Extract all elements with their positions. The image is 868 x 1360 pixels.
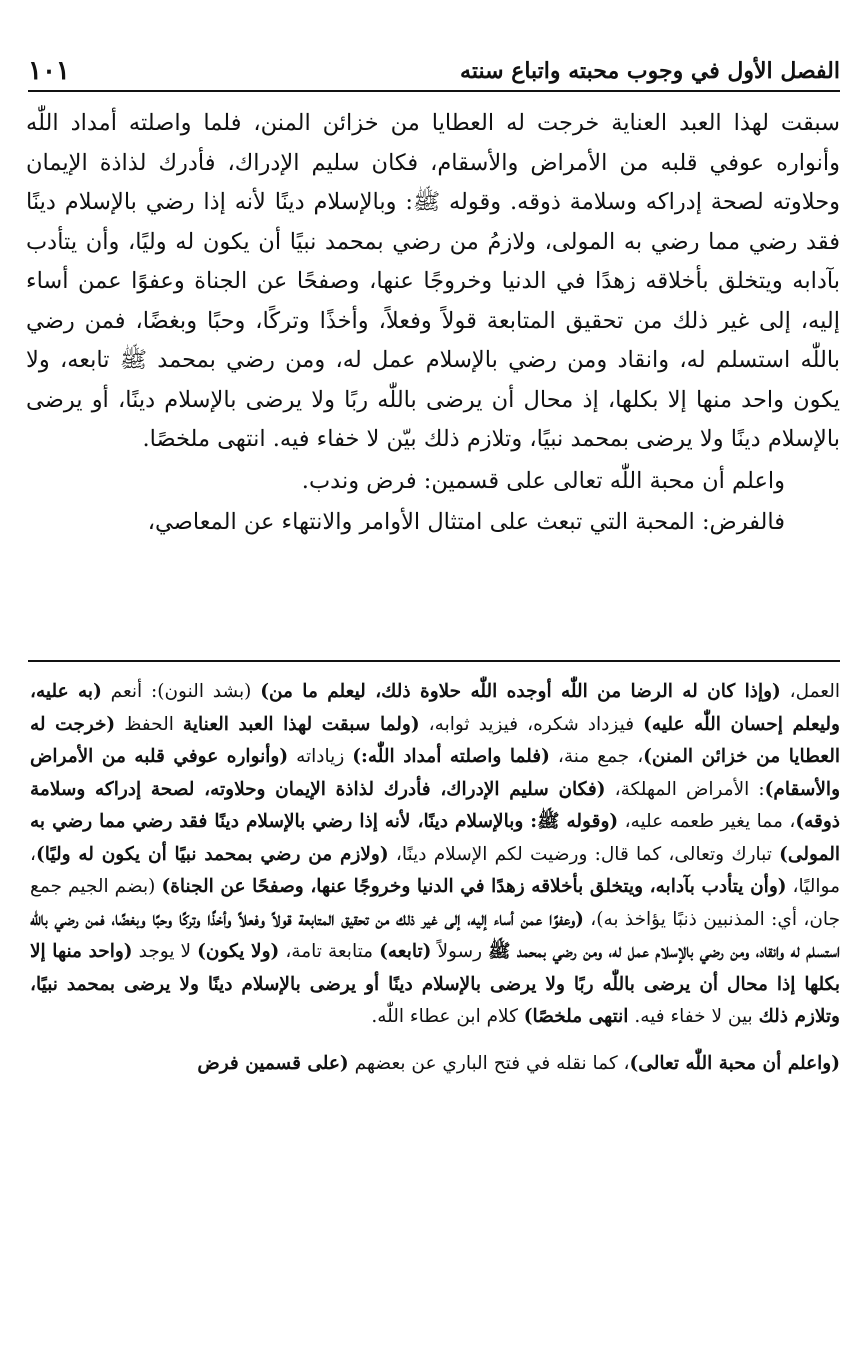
commentary-plain: (بشد النون): أنعم [101,681,261,702]
commentary-plain: كلام ابن عطاء اللّٰه. [371,1006,524,1027]
commentary-quote: (وعفوًا عمن أساء إليه، إلى غير ذلك من تحقيق المتابعة قولاً وفعلاً وأخذًا وتركًا وحبًا وبغضًا، فمن رضي باللّٰه استسلم له وانقاد، ومن رضي بالإسلام عمل له، ومن رضي بمحمد ﷺ [30,908,840,962]
commentary-paragraph [30,1048,840,1081]
commentary-quote: (تابعه) [379,941,432,962]
commentary-plain: الحفظ [115,713,183,735]
commentary-quote: (خرجت له العطايا من خزائن المنن) [30,713,840,767]
commentary-quote: (واعلم أن محبة اللّٰه تعالى) [629,1052,840,1074]
commentary-plain: زياداته [288,746,353,767]
main-paragraph: واعلم أن محبة اللّٰه تعالى على قسمين: فرض وندب. [301,467,785,494]
commentary-plain: رسولاً [431,941,489,962]
commentary-quote: (ولازم من رضي بمحمد نبيًا أن يكون له وليًا) [35,843,389,865]
main-text [26,104,840,543]
commentary-quote: (وأنواره عوفي قلبه من الأمراض والأسقام) [30,746,840,800]
commentary-paragraph [30,676,840,1034]
commentary-plain: العمل، [780,681,840,702]
commentary-quote: (ولا يكون) [197,941,280,962]
commentary-plain: تبارك وتعالى، كما قال: ورضيت لكم الإسلام دينًا، [388,843,780,865]
commentary-quote: (واحد منها إلا بكلها إذا محال أن يرضى باللّٰه ربًا ولا يرضى بالإسلام دينًا أو يرضى بالإسلام دينًا ولا يرضى بمحمد نبيًا، وتلازم ذلك [30,941,840,1027]
page-number: ١٠١ [28,56,70,86]
commentary-plain: بين لا خفاء فيه. [628,1006,759,1027]
commentary-plain: متابعة تامة، [279,941,380,962]
commentary-text [30,676,840,1080]
commentary-plain: (بضم الجيم جمع جان، أي: المذنبين ذنبًا يؤاخذ به)، [30,876,841,930]
commentary-quote: (وإذا كان له الرضا من اللّٰه أوجده اللّٰه حلاوة ذلك، ليعلم ما من) [260,681,781,702]
commentary-plain: ، جمع منة، [549,746,644,767]
commentary-plain: : الأمراض المهلكة، [605,778,765,800]
commentary-plain: فيزداد شكره، فيزيد ثوابه، [419,713,644,735]
commentary-plain: ، مما يغير طعمه عليه، [618,811,796,832]
commentary-quote: (على قسمين فرض [197,1052,349,1074]
commentary-quote: انتهى ملخصًا) [523,1006,629,1027]
main-paragraph: سبقت لهذا العبد العناية خرجت له العطايا من خزائن المنن، فلما واصلته أمداد اللّٰه وأنواره عوفي قلبه من الأمراض والأسقام، فكان سليم الإدراك، فأدرك لذاذة الإيمان وحلاوته لصحة إدراكه وسلامة ذوقه. وقوله ﷺ: وبالإسلام دينًا لأنه إذا رضي بالإسلام دينًا فقد رضي مما رضي به المولى، ولازمُ من رضي بمحمد نبيًا أن يكون له وليًا، وأن يتأدب بآدابه ويتخلق بأخلاقه زهدًا في الدنيا وخروجًا عنها، وصفحًا عن الجناة وعفوًا عمن أساء إليه، إلى غير ذلك من تحقيق المتابعة قولاً وفعلاً، وأخذًا وتركًا، وحبًا وبغضًا، فمن رضي باللّٰه استسلم له، وانقاد ومن رضي بالإسلام عمل له، ومن رضي بمحمد ﷺ تابعه، ولا يكون واحد منها إلا بكلها، إذ محال أن يرضى باللّٰه ربًا ولا يرضى بالإسلام دينًا، أو يرضى بالإسلام دينًا ولا يرضى بمحمد نبيًا، وتلازم ذلك بيّن لا خفاء فيه. انتهى ملخصًا. [26,110,840,452]
commentary-quote: (ولما سبقت لهذا العبد العناية [182,713,420,735]
commentary-quote: (فكان سليم الإدراك، فأدرك لذاذة الإيمان وحلاوته، لصحة إدراكه وسلامة ذوقه) [30,778,840,832]
commentary-quote: (وأن يتأدب بآدابه، ويتخلق بأخلاقه زهدًا في الدنيا وخروجًا عنها، وصفحًا عن الجناة) [161,876,787,897]
footnote-divider [28,660,840,662]
commentary-quote: (به عليه، وليعلم إحسان اللّٰه عليه) [30,681,840,735]
commentary-quote: (وقوله ﷺ: وبالإسلام دينًا، لأنه إذا رضي بالإسلام دينًا فقد رضي مما رضي به المولى) [30,811,840,865]
main-paragraph: فالفرض: المحبة التي تبعث على امتثال الأوامر والانتهاء عن المعاصي، [147,509,785,535]
commentary-quote: (فلما واصلته أمداد اللّٰه:) [352,746,550,767]
commentary-plain: ، كما نقله في فتح الباري عن بعضهم [348,1052,630,1074]
commentary-plain: ، مواليًا، [30,843,840,897]
commentary-plain: لا يوجد [132,941,198,962]
page-header [28,48,840,92]
chapter-title: الفصل الأول في وجوب محبته واتباع سنته [460,58,840,84]
